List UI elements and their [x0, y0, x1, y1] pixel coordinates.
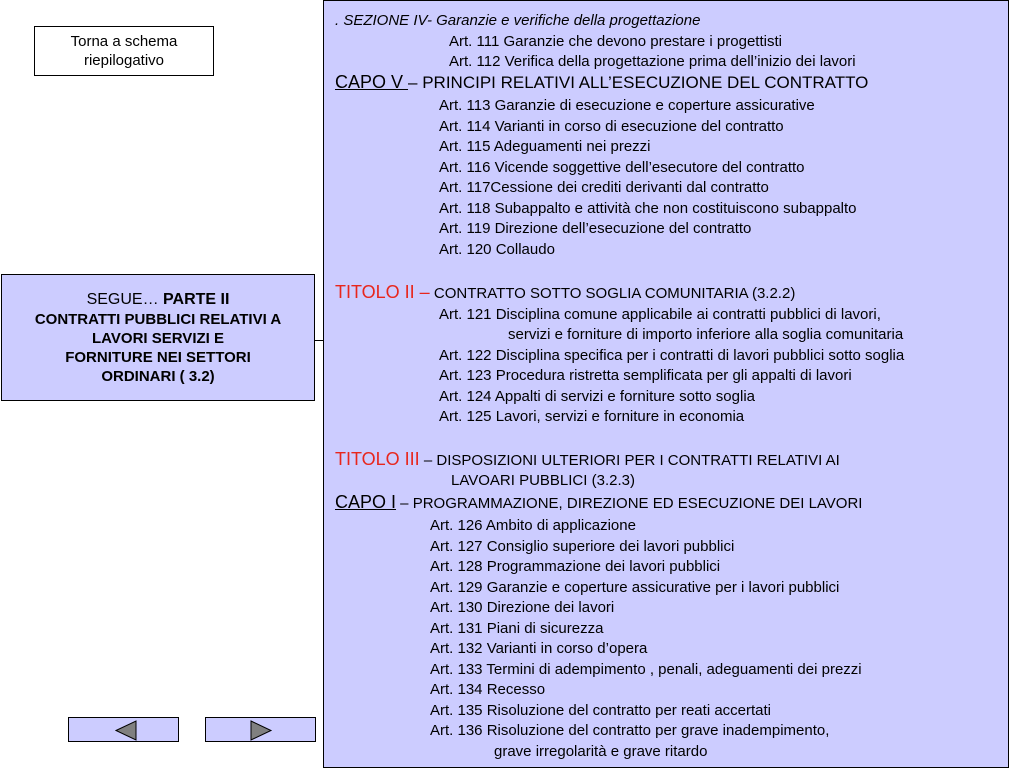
- art-121-line1: Art. 121 Disciplina comune applicabile ai contratti pubblici di lavori,: [439, 306, 881, 323]
- art-124: Art. 124 Appalti di servizi e forniture sotto soglia: [439, 388, 755, 405]
- part-line2: CONTRATTI PUBBLICI RELATIVI A: [34, 310, 282, 328]
- art-133: Art. 133 Termini di adempimento , penali, adeguamenti dei prezzi: [430, 661, 862, 678]
- art-136-line1: Art. 136 Risoluzione del contratto per grave inadempimento,: [430, 722, 830, 739]
- art-116: Art. 116 Vicende soggettive dell’esecutore del contratto: [439, 159, 805, 176]
- art-114: Art. 114 Varianti in corso di esecuzione del contratto: [439, 118, 784, 135]
- next-slide-button[interactable]: [205, 717, 316, 742]
- art-135: Art. 135 Risoluzione del contratto per reati accertati: [430, 702, 772, 719]
- back-link-line2: riepilogativo: [83, 52, 165, 69]
- art-131: Art. 131 Piani di sicurezza: [430, 620, 604, 637]
- triangle-right-icon: [206, 718, 317, 743]
- art-112: Art. 112 Verifica della progettazione prima dell’inizio dei lavori: [449, 53, 856, 70]
- capo-i-key: CAPO I: [335, 492, 397, 512]
- capo-i-rest: – PROGRAMMAZIONE, DIREZIONE ED ESECUZIONE DEI LAVORI: [396, 495, 863, 512]
- content-box: [323, 0, 1009, 768]
- titolo-iii-continuation: LAVOARI PUBBLICI (3.2.3): [451, 472, 635, 489]
- titolo-iii-key: TITOLO III: [335, 449, 420, 469]
- titolo-ii-key: TITOLO II –: [335, 282, 430, 302]
- art-123: Art. 123 Procedura ristretta semplificata per gli appalti di lavori: [439, 367, 852, 384]
- art-129: Art. 129 Garanzie e coperture assicurative per i lavori pubblici: [430, 579, 840, 596]
- art-126: Art. 126 Ambito di applicazione: [430, 517, 636, 534]
- art-115: Art. 115 Adeguamenti nei prezzi: [439, 138, 651, 155]
- art-119: Art. 119 Direzione dell’esecuzione del contratto: [439, 220, 752, 237]
- part-title: PARTE II: [163, 290, 230, 308]
- triangle-left-icon: [69, 718, 180, 743]
- capo-i-heading: [335, 492, 862, 514]
- capo-v-rest: – PRINCIPI RELATIVI ALL’ESECUZIONE DEL CONTRATTO: [408, 73, 869, 92]
- part-line5: ORDINARI ( 3.2): [101, 367, 215, 385]
- part-prefix: SEGUE…: [86, 290, 164, 308]
- art-117: Art. 117Cessione dei crediti derivanti dal contratto: [439, 179, 769, 196]
- titolo-ii-heading: [335, 282, 795, 304]
- previous-slide-button[interactable]: [68, 717, 179, 742]
- back-to-summary-link[interactable]: [34, 26, 214, 76]
- art-127: Art. 127 Consiglio superiore dei lavori pubblici: [430, 538, 735, 555]
- titolo-iii-heading: [335, 449, 840, 471]
- capo-v-key: CAPO V: [335, 72, 409, 92]
- part-line3: LAVORI SERVIZI E: [92, 329, 224, 347]
- capo-v-heading: [335, 72, 868, 93]
- art-134: Art. 134 Recesso: [430, 681, 546, 698]
- titolo-iii-rest: – DISPOSIZIONI ULTERIORI PER I CONTRATTI RELATIVI AI: [419, 452, 840, 469]
- part-title-line: [87, 290, 230, 310]
- art-136-line2: grave irregolarità e grave ritardo: [494, 743, 708, 760]
- titolo-ii-rest: CONTRATTO SOTTO SOGLIA COMUNITARIA (3.2.2): [429, 285, 796, 302]
- part-line4: FORNITURE NEI SETTORI: [65, 348, 251, 366]
- art-122: Art. 122 Disciplina specifica per i contratti di lavori pubblici sotto soglia: [439, 347, 905, 364]
- part-ii-box: [1, 274, 315, 401]
- art-125: Art. 125 Lavori, servizi e forniture in economia: [439, 408, 745, 425]
- sezione-iv-heading: . SEZIONE IV- Garanzie e verifiche della progettazione: [335, 12, 701, 29]
- art-120: Art. 120 Collaudo: [439, 241, 555, 258]
- art-132: Art. 132 Varianti in corso d’opera: [430, 640, 648, 657]
- art-113: Art. 113 Garanzie di esecuzione e coperture assicurative: [439, 97, 815, 114]
- art-121-line2: servizi e forniture di importo inferiore alla soglia comunitaria: [508, 326, 904, 343]
- art-111: Art. 111 Garanzie che devono prestare i progettisti: [449, 33, 782, 50]
- art-130: Art. 130 Direzione dei lavori: [430, 599, 615, 616]
- art-118: Art. 118 Subappalto e attività che non costituiscono subappalto: [439, 200, 857, 217]
- back-link-line1: Torna a schema: [70, 33, 178, 50]
- art-128: Art. 128 Programmazione dei lavori pubblici: [430, 558, 721, 575]
